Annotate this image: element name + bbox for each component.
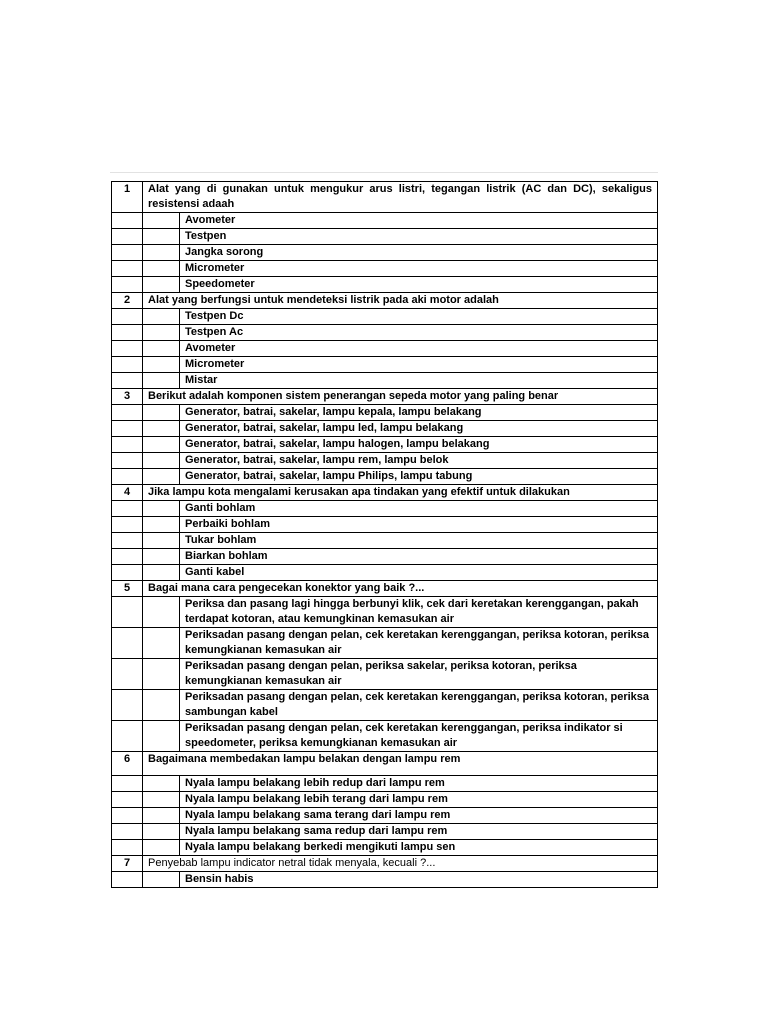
empty-cell <box>143 808 180 824</box>
empty-cell <box>143 453 180 469</box>
question-text: Bagai mana cara pengecekan konektor yang baik ?... <box>143 581 658 597</box>
option-text: Micrometer <box>180 261 658 277</box>
empty-cell <box>143 840 180 856</box>
empty-cell <box>143 597 180 628</box>
option-text: Mistar <box>180 373 658 389</box>
option-row <box>112 213 658 229</box>
option-text: Speedometer <box>180 277 658 293</box>
question-number: 5 <box>112 581 143 597</box>
empty-cell <box>143 437 180 453</box>
option-text: Periksadan pasang dengan pelan, periksa sakelar, periksa kotoran, periksa kemungkianan kemasukan air <box>180 659 658 690</box>
empty-cell <box>112 776 143 792</box>
question-row <box>112 752 658 776</box>
option-text: Ganti kabel <box>180 565 658 581</box>
empty-cell <box>112 405 143 421</box>
question-row <box>112 485 658 501</box>
option-text: Biarkan bohlam <box>180 549 658 565</box>
empty-cell <box>143 792 180 808</box>
quiz-table <box>111 181 658 888</box>
option-text: Periksadan pasang dengan pelan, cek keretakan kerenggangan, periksa kotoran, periksa kemungkianan kemasukan air <box>180 628 658 659</box>
option-row <box>112 373 658 389</box>
empty-cell <box>143 229 180 245</box>
empty-cell <box>112 872 143 888</box>
option-row <box>112 659 658 690</box>
empty-cell <box>143 469 180 485</box>
top-divider-line <box>110 172 658 173</box>
option-text: Generator, batrai, sakelar, lampu kepala, lampu belakang <box>180 405 658 421</box>
option-row <box>112 792 658 808</box>
question-row <box>112 389 658 405</box>
empty-cell <box>112 808 143 824</box>
empty-cell <box>143 565 180 581</box>
empty-cell <box>143 872 180 888</box>
empty-cell <box>143 501 180 517</box>
option-text: Ganti bohlam <box>180 501 658 517</box>
empty-cell <box>112 565 143 581</box>
option-row <box>112 245 658 261</box>
empty-cell <box>112 721 143 752</box>
question-number: 3 <box>112 389 143 405</box>
question-text: Alat yang berfungsi untuk mendeteksi listrik pada aki motor adalah <box>143 293 658 309</box>
option-text: Nyala lampu belakang lebih terang dari lampu rem <box>180 792 658 808</box>
option-row <box>112 824 658 840</box>
empty-cell <box>143 405 180 421</box>
option-text: Bensin habis <box>180 872 658 888</box>
option-text: Nyala lampu belakang sama redup dari lampu rem <box>180 824 658 840</box>
empty-cell <box>112 469 143 485</box>
option-row <box>112 325 658 341</box>
empty-cell <box>143 721 180 752</box>
option-text: Perbaiki bohlam <box>180 517 658 533</box>
option-row <box>112 261 658 277</box>
question-row <box>112 856 658 872</box>
option-text: Generator, batrai, sakelar, lampu halogen, lampu belakang <box>180 437 658 453</box>
empty-cell <box>112 690 143 721</box>
empty-cell <box>112 533 143 549</box>
option-row <box>112 437 658 453</box>
empty-cell <box>143 261 180 277</box>
empty-cell <box>143 325 180 341</box>
question-row <box>112 293 658 309</box>
option-text: Periksa dan pasang lagi hingga berbunyi klik, cek dari keretakan kerenggangan, pakah terdapat kotoran, atau kemungkinan kemasukan air <box>180 597 658 628</box>
empty-cell <box>143 776 180 792</box>
option-text: Testpen <box>180 229 658 245</box>
option-text: Tukar bohlam <box>180 533 658 549</box>
option-row <box>112 808 658 824</box>
option-row <box>112 277 658 293</box>
empty-cell <box>112 357 143 373</box>
option-text: Generator, batrai, sakelar, lampu rem, lampu belok <box>180 453 658 469</box>
empty-cell <box>143 421 180 437</box>
option-text: Periksadan pasang dengan pelan, cek keretakan kerenggangan, periksa kotoran, periksa sambungan kabel <box>180 690 658 721</box>
question-number: 4 <box>112 485 143 501</box>
option-row <box>112 309 658 325</box>
option-row <box>112 776 658 792</box>
empty-cell <box>112 549 143 565</box>
question-text: Penyebab lampu indicator netral tidak menyala, kecuali ?... <box>143 856 658 872</box>
empty-cell <box>143 628 180 659</box>
question-row <box>112 182 658 213</box>
option-row <box>112 565 658 581</box>
option-row <box>112 690 658 721</box>
option-row <box>112 721 658 752</box>
empty-cell <box>143 659 180 690</box>
empty-cell <box>112 341 143 357</box>
empty-cell <box>112 213 143 229</box>
empty-cell <box>143 373 180 389</box>
option-row <box>112 628 658 659</box>
option-row <box>112 469 658 485</box>
option-row <box>112 341 658 357</box>
empty-cell <box>143 357 180 373</box>
empty-cell <box>143 824 180 840</box>
question-text: Alat yang di gunakan untuk mengukur arus listri, tegangan listrik (AC dan DC), sekaligus resistensi adaah <box>143 182 658 213</box>
option-row <box>112 421 658 437</box>
empty-cell <box>112 840 143 856</box>
empty-cell <box>143 309 180 325</box>
option-text: Avometer <box>180 341 658 357</box>
option-row <box>112 405 658 421</box>
empty-cell <box>143 517 180 533</box>
empty-cell <box>143 341 180 357</box>
option-row <box>112 229 658 245</box>
option-text: Generator, batrai, sakelar, lampu Philips, lampu tabung <box>180 469 658 485</box>
empty-cell <box>112 659 143 690</box>
empty-cell <box>112 792 143 808</box>
question-text: Bagaimana membedakan lampu belakan dengan lampu rem <box>143 752 658 776</box>
empty-cell <box>143 549 180 565</box>
empty-cell <box>112 245 143 261</box>
question-number: 2 <box>112 293 143 309</box>
empty-cell <box>112 501 143 517</box>
empty-cell <box>112 261 143 277</box>
option-text: Testpen Dc <box>180 309 658 325</box>
option-text: Avometer <box>180 213 658 229</box>
option-row <box>112 533 658 549</box>
option-row <box>112 597 658 628</box>
empty-cell <box>112 325 143 341</box>
option-text: Nyala lampu belakang berkedi mengikuti lampu sen <box>180 840 658 856</box>
question-row <box>112 581 658 597</box>
empty-cell <box>112 628 143 659</box>
option-text: Jangka sorong <box>180 245 658 261</box>
option-row <box>112 357 658 373</box>
empty-cell <box>112 373 143 389</box>
option-text: Nyala lampu belakang lebih redup dari lampu rem <box>180 776 658 792</box>
empty-cell <box>143 533 180 549</box>
empty-cell <box>112 517 143 533</box>
empty-cell <box>112 277 143 293</box>
option-text: Testpen Ac <box>180 325 658 341</box>
option-text: Micrometer <box>180 357 658 373</box>
empty-cell <box>143 277 180 293</box>
empty-cell <box>112 597 143 628</box>
empty-cell <box>143 213 180 229</box>
question-text: Jika lampu kota mengalami kerusakan apa tindakan yang efektif untuk dilakukan <box>143 485 658 501</box>
question-number: 1 <box>112 182 143 213</box>
option-text: Generator, batrai, sakelar, lampu led, lampu belakang <box>180 421 658 437</box>
option-row <box>112 872 658 888</box>
option-text: Periksadan pasang dengan pelan, cek keretakan kerenggangan, periksa indikator si speedometer, periksa kemungkianan kemasukan air <box>180 721 658 752</box>
question-number: 6 <box>112 752 143 776</box>
option-row <box>112 517 658 533</box>
option-row <box>112 501 658 517</box>
question-text: Berikut adalah komponen sistem penerangan sepeda motor yang paling benar <box>143 389 658 405</box>
option-row <box>112 549 658 565</box>
empty-cell <box>143 245 180 261</box>
empty-cell <box>112 437 143 453</box>
empty-cell <box>143 690 180 721</box>
empty-cell <box>112 421 143 437</box>
option-row <box>112 840 658 856</box>
option-row <box>112 453 658 469</box>
empty-cell <box>112 229 143 245</box>
empty-cell <box>112 309 143 325</box>
quiz-table-body <box>112 182 658 888</box>
question-number: 7 <box>112 856 143 872</box>
option-text: Nyala lampu belakang sama terang dari lampu rem <box>180 808 658 824</box>
empty-cell <box>112 453 143 469</box>
empty-cell <box>112 824 143 840</box>
